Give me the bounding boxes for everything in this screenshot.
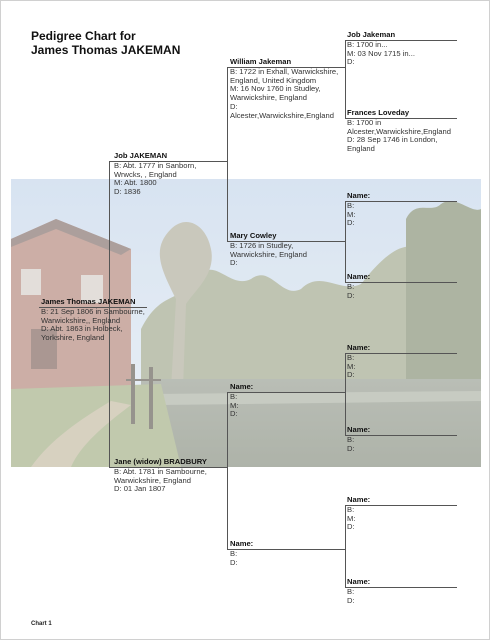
person-name: Name: xyxy=(347,577,371,586)
gen3-bracket-1 xyxy=(345,40,346,118)
person-detail-line: D: xyxy=(347,595,355,605)
person-frances-loveday[interactable] xyxy=(347,109,457,154)
person-detail-line: B: 21 Sep 1806 in Sambourne, Warwickshire,, England xyxy=(41,306,145,325)
person-detail-line: B: xyxy=(347,200,355,210)
person-unknown-7[interactable] xyxy=(230,540,342,567)
person-detail-line: D: 28 Sep 1746 in London, England xyxy=(347,135,438,154)
gen3-bracket-2 xyxy=(345,201,346,282)
chart-title-line2: James Thomas JAKEMAN xyxy=(31,43,181,57)
person-detail-line: D: 1836 xyxy=(114,187,141,197)
person-detail-line: D: xyxy=(347,370,355,380)
person-detail-line: D: 01 Jan 1807 xyxy=(114,484,166,494)
person-name: Jane (widow) BRADBURY xyxy=(114,457,207,466)
person-name: Name: xyxy=(347,495,371,504)
person-detail-line: B: 1700 in... xyxy=(347,39,388,49)
person-detail-line: D: xyxy=(230,258,238,268)
person-detail-line: D: xyxy=(347,57,355,67)
person-detail-line: M: xyxy=(230,400,239,410)
gen2-bracket-lower xyxy=(227,392,228,549)
person-unknown-6[interactable] xyxy=(230,383,342,419)
person-detail-line: B: 1700 in Alcester,Warwickshire,England xyxy=(347,117,451,136)
person-william-jakeman[interactable] xyxy=(230,58,342,121)
person-name: Job Jakeman xyxy=(347,30,396,39)
person-detail-line: M: xyxy=(347,513,356,523)
person-unknown-10[interactable] xyxy=(347,192,457,228)
person-detail-line: M: 16 Nov 1760 in Studley, Warwickshire, England xyxy=(230,84,321,103)
person-name: Name: xyxy=(347,343,371,352)
person-detail-line: D: Alcester,Warwickshire,England xyxy=(230,101,334,120)
gen2-bracket-upper xyxy=(227,67,228,241)
person-detail-line: B: xyxy=(230,548,238,558)
person-name: Mary Cowley xyxy=(230,231,277,240)
person-unknown-15[interactable] xyxy=(347,578,457,605)
person-name: Job JAKEMAN xyxy=(114,151,168,160)
chart-title xyxy=(31,29,180,57)
person-detail-line: B: xyxy=(347,434,355,444)
person-james-thomas-jakeman[interactable] xyxy=(41,298,149,343)
person-detail-line: D: xyxy=(347,218,355,228)
person-detail-line: B: xyxy=(347,352,355,362)
person-detail-line: B: Abt. 1777 in Sanborn, Wrwcks, , England xyxy=(114,160,197,179)
person-detail-line: M: xyxy=(347,209,356,219)
person-detail-line: M: Abt. 1800 xyxy=(114,178,157,188)
person-detail-line: B: xyxy=(230,391,238,401)
chart-number: Chart 1 xyxy=(31,621,52,627)
person-unknown-14[interactable] xyxy=(347,496,457,532)
person-mary-cowley[interactable] xyxy=(230,232,342,268)
person-job-jakeman-father[interactable] xyxy=(114,152,226,197)
person-detail-line: D: xyxy=(230,409,238,419)
person-name: Name: xyxy=(230,382,254,391)
person-detail-line: M: xyxy=(347,361,356,371)
person-detail-line: B: xyxy=(347,281,355,291)
person-unknown-13[interactable] xyxy=(347,426,457,453)
person-detail-line: M: 03 Nov 1715 in... xyxy=(347,48,415,58)
person-detail-line: B: 1726 in Studley, Warwickshire, England xyxy=(230,240,307,259)
person-detail-line: B: xyxy=(347,586,355,596)
person-name: Name: xyxy=(347,272,371,281)
person-detail-line: D: xyxy=(347,522,355,532)
gen3-bracket-3 xyxy=(345,353,346,435)
person-job-jakeman-grandfather[interactable] xyxy=(347,31,457,67)
person-detail-line: B: xyxy=(347,504,355,514)
person-detail-line: D: Abt. 1863 in Holbeck, Yorkshire, England xyxy=(41,324,123,343)
person-name: Frances Loveday xyxy=(347,108,410,117)
person-detail-line: B: Abt. 1781 in Sambourne, Warwickshire, England xyxy=(114,466,207,485)
person-jane-bradbury[interactable] xyxy=(114,458,226,494)
person-unknown-12[interactable] xyxy=(347,344,457,380)
person-name: Name: xyxy=(230,539,254,548)
person-detail-line: D: xyxy=(347,443,355,453)
person-name: James Thomas JAKEMAN xyxy=(41,297,136,306)
person-name: Name: xyxy=(347,191,371,200)
person-detail-line: B: 1722 in Exhall, Warwickshire, England, United Kingdom xyxy=(230,66,339,85)
gen3-bracket-4 xyxy=(345,505,346,587)
person-name: William Jakeman xyxy=(230,57,292,66)
chart-title-line1: Pedigree Chart for xyxy=(31,29,136,43)
person-detail-line: D: xyxy=(230,557,238,567)
person-unknown-11[interactable] xyxy=(347,273,457,300)
person-name: Name: xyxy=(347,425,371,434)
person-detail-line: D: xyxy=(347,290,355,300)
